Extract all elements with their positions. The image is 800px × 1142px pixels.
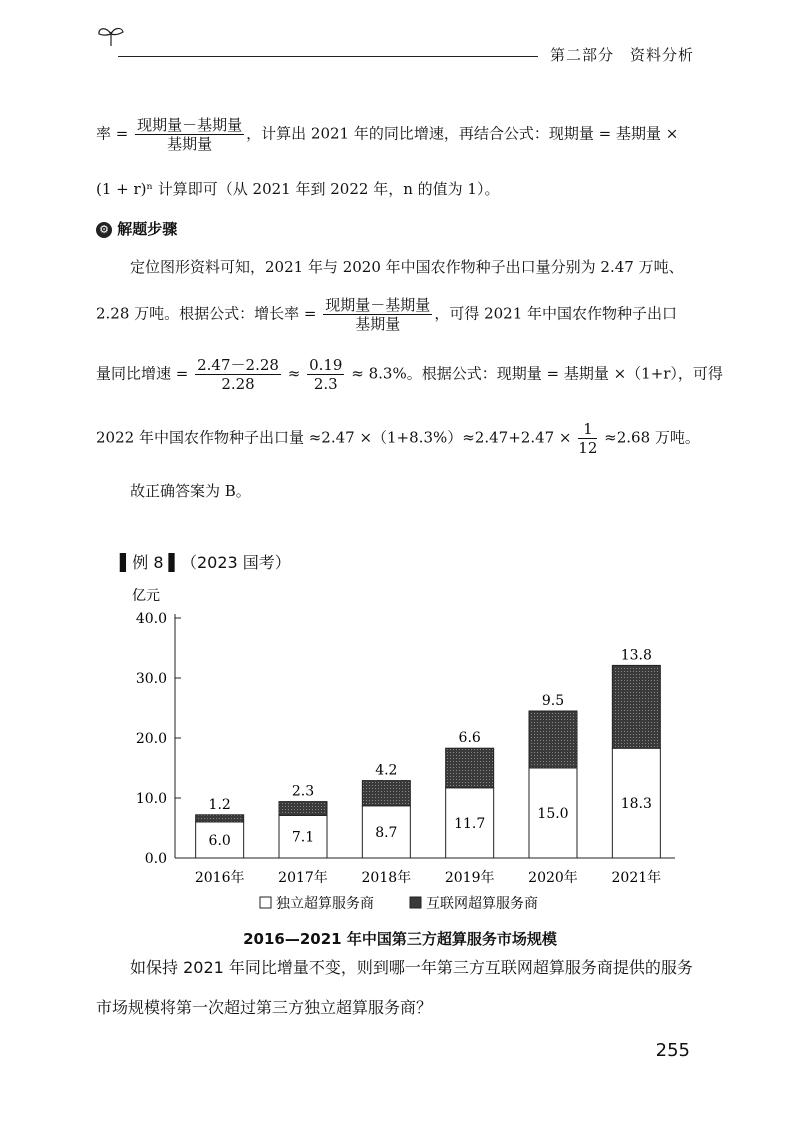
- bar-label-internet: 2.3: [291, 783, 315, 800]
- page-number: 255: [655, 1040, 690, 1061]
- stacked-bar-chart: [110, 580, 710, 940]
- bar-internet: [446, 748, 494, 788]
- x-tick-label: 2018年: [361, 870, 412, 886]
- legend-swatch-independent: [260, 897, 271, 908]
- x-tick-label: 2016年: [194, 870, 245, 886]
- example-label: ▌例 8 ▌（2023 国考）: [120, 553, 291, 572]
- solution-line4: 2022 年中国农作物种子出口量 ≈2.47 ×（1+8.3%）≈2.47+2.47 × $\frac{1}{12}$ ≈2.68 万吨。: [96, 420, 700, 457]
- x-tick-label: 2019年: [444, 870, 495, 886]
- section-title: 第二部分 资料分析: [550, 46, 695, 64]
- y-tick-label: 10.0: [135, 791, 167, 807]
- bar-label-independent: 18.3: [620, 796, 652, 813]
- legend-label-internet: 互联网超算服务商: [426, 896, 538, 912]
- bar-label-independent: 11.7: [454, 815, 486, 832]
- y-tick-label: 30.0: [135, 671, 167, 687]
- solution-line3: 量同比增速 = $\frac{2.47-2.28}{2.28}$ ≈ $\frac{0.19}{2.3}$ ≈ 8.3%。根据公式：现期量 = 基期量 ×（1+r），可得: [96, 356, 723, 393]
- x-tick-label: 2020年: [528, 870, 578, 886]
- question-line1: 如保持 2021 年同比增量不变，则到哪一年第三方互联网超算服务商提供的服务: [130, 958, 693, 977]
- header-rule: [118, 56, 538, 57]
- bar-internet: [196, 815, 244, 822]
- bar-label-internet: 4.2: [375, 762, 398, 779]
- y-axis-label: 亿元: [132, 588, 160, 604]
- x-tick-label: 2017年: [278, 870, 328, 886]
- bar-label-internet: 1.2: [208, 796, 231, 813]
- y-tick-label: 0.0: [144, 851, 167, 867]
- question-line2: 市场规模将第一次超过第三方独立超算服务商？: [96, 998, 433, 1017]
- y-tick-label: 20.0: [135, 731, 167, 747]
- growth-rate-fraction: $\frac{\text{现期量－基期量}}{\text{基期量}}$: [137, 116, 243, 153]
- bar-label-internet: 13.8: [620, 647, 652, 664]
- formula-intro-line2: (1 + r)ⁿ 计算即可（从 2021 年到 2022 年，n 的值为 1）。: [96, 180, 500, 198]
- bar-label-independent: 6.0: [208, 833, 231, 849]
- bar-label-internet: 9.5: [541, 693, 565, 709]
- gear-icon: ⚙: [96, 222, 112, 238]
- steps-heading: ⚙ 解题步骤: [96, 218, 177, 240]
- bar-label-independent: 15.0: [537, 806, 569, 822]
- formula-intro-line1: 率 = $\frac{\text{现期量－基期量}}{\text{基期量}}$ ，计算出 2021 年的同比增速，再结合公式：现期量 = 基期量 ×: [96, 116, 679, 153]
- solution-line1: 定位图形资料可知，2021 年与 2020 年中国农作物种子出口量分别为 2.47 万吨、: [130, 258, 684, 276]
- bar-internet: [362, 781, 410, 806]
- solution-line2: 2.28 万吨。根据公式：增长率 = $\frac{\text{现期量－基期量}}{\text{基期量}}$ ，可得 2021 年中国农作物种子出口: [96, 296, 678, 333]
- bar-internet: [279, 802, 327, 816]
- approx-fraction: $\frac{0.19}{2.3}$: [309, 356, 343, 393]
- bar-label-internet: 6.6: [458, 730, 481, 747]
- y-tick-label: 40.0: [135, 611, 167, 627]
- answer-line: 故正确答案为 B。: [130, 482, 251, 500]
- bar-label-independent: 7.1: [291, 829, 315, 846]
- twelfth-fraction: $\frac{1}{12}$: [578, 420, 598, 457]
- growth-formula-fraction: $\frac{\text{现期量－基期量}}{\text{基期量}}$: [325, 296, 431, 333]
- growth-calc-fraction: $\frac{2.47-2.28}{2.28}$: [197, 356, 279, 393]
- bar-label-independent: 8.7: [375, 824, 398, 841]
- bar-internet: [612, 665, 660, 748]
- legend-swatch-internet: [410, 897, 421, 908]
- sprout-icon: [96, 24, 126, 48]
- bar-internet: [529, 711, 577, 768]
- legend-label-independent: 独立超算服务商: [276, 896, 374, 912]
- x-tick-label: 2021年: [611, 870, 662, 886]
- chart-title: 2016—2021 年中国第三方超算服务市场规模: [243, 930, 557, 948]
